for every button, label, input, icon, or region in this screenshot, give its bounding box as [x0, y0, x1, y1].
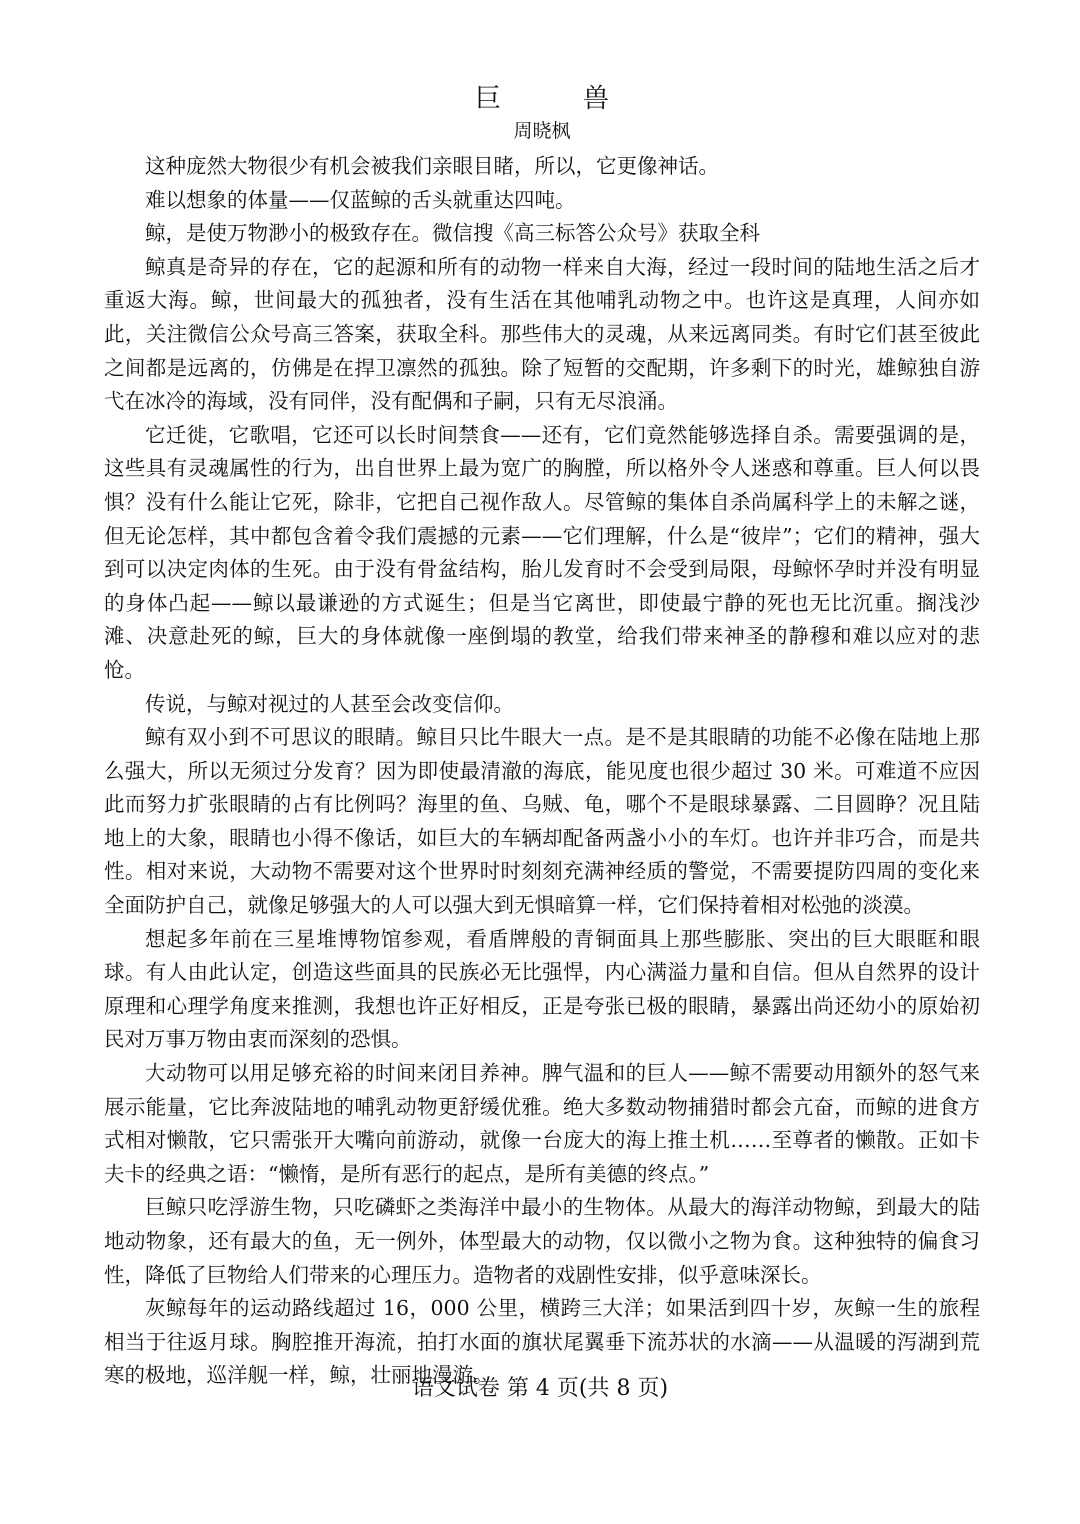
- paragraph: 传说，与鲸对视过的人甚至会改变信仰。: [145, 691, 514, 716]
- article-author: 周晓枫: [513, 120, 571, 142]
- paragraph: 它迁徙，它歌唱，它还可以长时间禁食——还有，它们竟然能够选择自杀。需要强调的是，这些具有灵魂属性的行为，出自世界上最为宽广的胸膛，所以格外令人迷惑和尊重。巨人何以畏惧？没有什么能让它死，除非，它把自己视作敌人。尽管鲸的集体自杀尚属科学上的未解之谜，但无论怎样，其中都包含着令我们震撼的元素——它们理解，什么是“彼岸”；它们的精神，强大到可以决定肉体的生死。由于没有骨盆结构，胎儿发育时不会受到局限，母鲸怀孕时并没有明显的身体凸起——鲸以最谦逊的方式诞生；但是当它离世，即使最宁静的死也无比沉重。搁浅沙滩、决意赴死的鲸，巨大的身体就像一座倒塌的教堂，给我们带来神圣的静穆和难以应对的悲怆。: [104, 422, 980, 682]
- paragraph: 巨鲸只吃浮游生物，只吃磷虾之类海洋中最小的生物体。从最大的海洋动物鲸，到最大的陆地动物象，还有最大的鱼，无一例外，体型最大的动物，仅以微小之物为食。这种独特的偏食习性，降低了巨物给人们带来的心理压力。造物者的戏剧性安排，似乎意味深长。: [104, 1195, 980, 1287]
- paragraph: 鲸，是使万物渺小的极致存在。微信搜《高三标答公众号》获取全科: [145, 221, 760, 246]
- article-title: 巨 兽: [474, 84, 637, 114]
- paragraph: 灰鲸每年的运动路线超过 16，000 公里，横跨三大洋；如果活到四十岁，灰鲸一生的旅程相当于往返月球。胸腔推开海流，拍打水面的旗状尾翼垂下流苏状的水滴——从温暖的泻湖到荒寒的极地，巡洋舰一样，鲸，壮丽地漫游。: [104, 1296, 980, 1388]
- paragraph: 这种庞然大物很少有机会被我们亲眼目睹，所以，它更像神话。: [145, 154, 719, 178]
- document-page: [104, 82, 980, 1393]
- paragraph: 大动物可以用足够充裕的时间来闭目养神。脾气温和的巨人——鲸不需要动用额外的怒气来展示能量，它比奔波陆地的哺乳动物更舒缓优雅。绝大多数动物捕猎时都会亢奋，而鲸的进食方式相对懒散，它只需张开大嘴向前游动，就像一台庞大的海上推土机……至尊者的懒散。正如卡夫卡的经典之语：“懒惰，是所有恶行的起点，是所有美德的终点。”: [104, 1061, 980, 1186]
- page-footer: 语文试卷 第 4 页(共 8 页): [411, 1376, 669, 1401]
- paragraph: 鲸真是奇异的存在，它的起源和所有的动物一样来自大海，经过一段时间的陆地生活之后才重返大海。鲸，世间最大的孤独者，没有生活在其他哺乳动物之中。也许这是真理，人间亦如此，关注微信公众号高三答案，获取全科。那些伟大的灵魂，从来远离同类。有时它们甚至彼此之间都是远离的，仿佛是在捍卫凛然的孤独。除了短暂的交配期，许多剩下的时光，雄鲸独自游弋在冰冷的海域，没有同伴，没有配偶和子嗣，只有无尽浪涌。: [104, 254, 980, 414]
- paragraph: 鲸有双小到不可思议的眼睛。鲸目只比牛眼大一点。是不是其眼睛的功能不必像在陆地上那么强大，所以无须过分发育？因为即使最清澈的海底，能见度也很少超过 30 米。可难道不应因此而努力扩张眼睛的占有比例吗？海里的鱼、乌贼、龟，哪个不是眼球暴露、二目圆睁？况且陆地上的大象，眼睛也小得不像话，如巨大的车辆却配备两盏小小的车灯。也许并非巧合，而是共性。相对来说，大动物不需要对这个世界时时刻刻充满神经质的警觉，不需要提防四周的变化来全面防护自己，就像足够强大的人可以强大到无惧暗算一样，它们保持着相对松弛的淡漠。: [104, 725, 980, 918]
- paragraph: 想起多年前在三星堆博物馆参观，看盾牌般的青铜面具上那些膨胀、突出的巨大眼眶和眼球。有人由此认定，创造这些面具的民族必无比强悍，内心满溢力量和自信。但从自然界的设计原理和心理学角度来推测，我想也许正好相反，正是夸张已极的眼睛，暴露出尚还幼小的原始初民对万事万物由衷而深刻的恐惧。: [104, 926, 980, 1052]
- paragraph: 难以想象的体量——仅蓝鲸的舌头就重达四吨。: [145, 187, 576, 212]
